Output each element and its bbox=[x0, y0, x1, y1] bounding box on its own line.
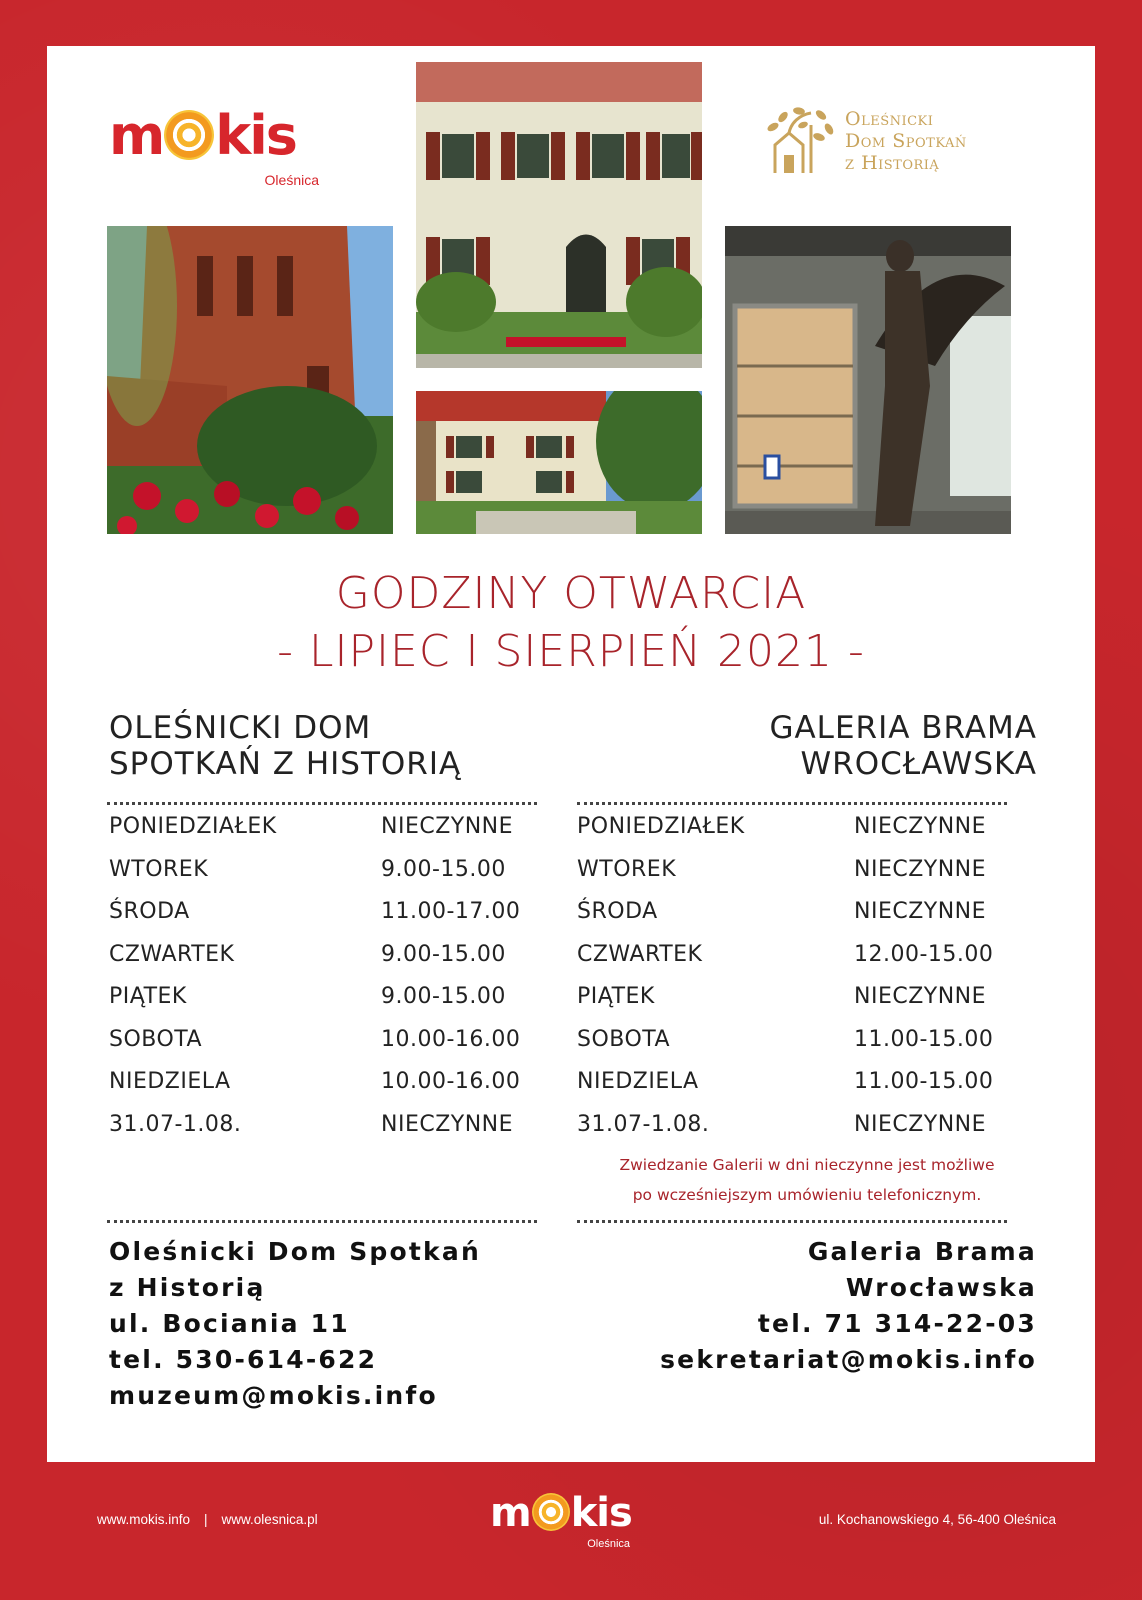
footer-mokis-logo: m kis Oleśnica bbox=[490, 1490, 632, 1550]
photo-exhibition-angel bbox=[725, 226, 1011, 534]
phone-left: tel. 530-614-622 bbox=[109, 1345, 378, 1374]
contact-right: Galeria Brama Wrocławska tel. 71 314-22-03 sekretariat@mokis.info bbox=[607, 1234, 1037, 1378]
divider-left-bottom bbox=[107, 1220, 537, 1223]
schedule-row: CZWARTEK 9.00-15.00 bbox=[109, 941, 506, 967]
schedule-row: NIEDZIELA 10.00-16.00 bbox=[109, 1069, 521, 1094]
schedule-row: SOBOTA 10.00-16.00 bbox=[109, 1026, 521, 1052]
logo-letters-kis: kis bbox=[215, 104, 296, 167]
schedule-row: PIĄTEK 9.00-15.00 bbox=[109, 984, 506, 1009]
footer-link-mokis[interactable]: www.mokis.info bbox=[97, 1512, 191, 1527]
schedule-left bbox=[109, 814, 549, 1154]
logo-city: Oleśnica bbox=[264, 172, 319, 188]
contact-left: Oleśnicki Dom Spotkań z Historią ul. Bociania 11 tel. 530-614-622 muzeum@mokis.info bbox=[109, 1234, 549, 1414]
schedule-row: 31.07-1.08. NIECZYNNE bbox=[109, 1111, 514, 1137]
schedule-row: SOBOTA 11.00-15.00 bbox=[577, 1026, 994, 1052]
schedule-row: NIEDZIELA 11.00-15.00 bbox=[577, 1069, 994, 1094]
venue-heading-right: GALERIA BRAMA WROCŁAWSKA bbox=[769, 710, 1037, 782]
sun-swirl-icon bbox=[532, 1493, 570, 1531]
schedule-row: PIĄTEK NIECZYNNE bbox=[577, 984, 987, 1009]
photo-brick-tower bbox=[107, 226, 393, 534]
schedule-row: WTOREK 9.00-15.00 bbox=[109, 856, 506, 882]
schedule-row: ŚRODA 11.00-17.00 bbox=[109, 899, 521, 924]
white-sheet bbox=[47, 46, 1095, 1462]
email-left: muzeum@mokis.info bbox=[109, 1381, 438, 1410]
schedule-row: WTOREK NIECZYNNE bbox=[577, 856, 987, 882]
schedule-row: PONIEDZIAŁEK NIECZYNNE bbox=[109, 814, 514, 839]
photo-house-front bbox=[416, 62, 702, 368]
tree-house-icon bbox=[765, 105, 845, 177]
divider-right-top bbox=[577, 802, 1007, 805]
footer-links: www.mokis.info | www.olesnica.pl bbox=[97, 1512, 318, 1527]
title-line-2: - LIPIEC I SIERPIEŃ 2021 - bbox=[277, 626, 865, 677]
schedule-right bbox=[577, 814, 1017, 1154]
logo-letter-m: m bbox=[109, 104, 164, 167]
footer-link-olesnica[interactable]: www.olesnica.pl bbox=[221, 1512, 318, 1527]
footer-address: ul. Kochanowskiego 4, 56-400 Oleśnica bbox=[818, 1512, 1056, 1527]
photo-house-garden bbox=[416, 391, 702, 534]
divider-right-bottom bbox=[577, 1220, 1007, 1223]
venue-heading-left: OLEŚNICKI DOM SPOTKAŃ Z HISTORIĄ bbox=[109, 710, 462, 782]
sun-swirl-icon bbox=[164, 110, 214, 160]
mokis-logo bbox=[109, 104, 349, 194]
phone-right: tel. 71 314-22-03 bbox=[757, 1309, 1037, 1338]
divider-left-top bbox=[107, 802, 537, 805]
email-right: sekretariat@mokis.info bbox=[660, 1345, 1037, 1374]
schedule-row: PONIEDZIAŁEK NIECZYNNE bbox=[577, 814, 987, 839]
schedule-row: CZWARTEK 12.00-15.00 bbox=[577, 941, 994, 967]
partner-name: Oleśnicki Dom Spotkań z Historią bbox=[845, 108, 967, 174]
partner-logo bbox=[765, 101, 1045, 181]
schedule-row: 31.07-1.08. NIECZYNNE bbox=[577, 1111, 987, 1137]
gallery-note: Zwiedzanie Galerii w dni nieczynne jest możliwe po wcześniejszym umówieniu telefonicznym. bbox=[619, 1156, 995, 1204]
title-line-1: GODZINY OTWARCIA bbox=[335, 568, 807, 619]
schedule-row: ŚRODA NIECZYNNE bbox=[577, 899, 987, 924]
